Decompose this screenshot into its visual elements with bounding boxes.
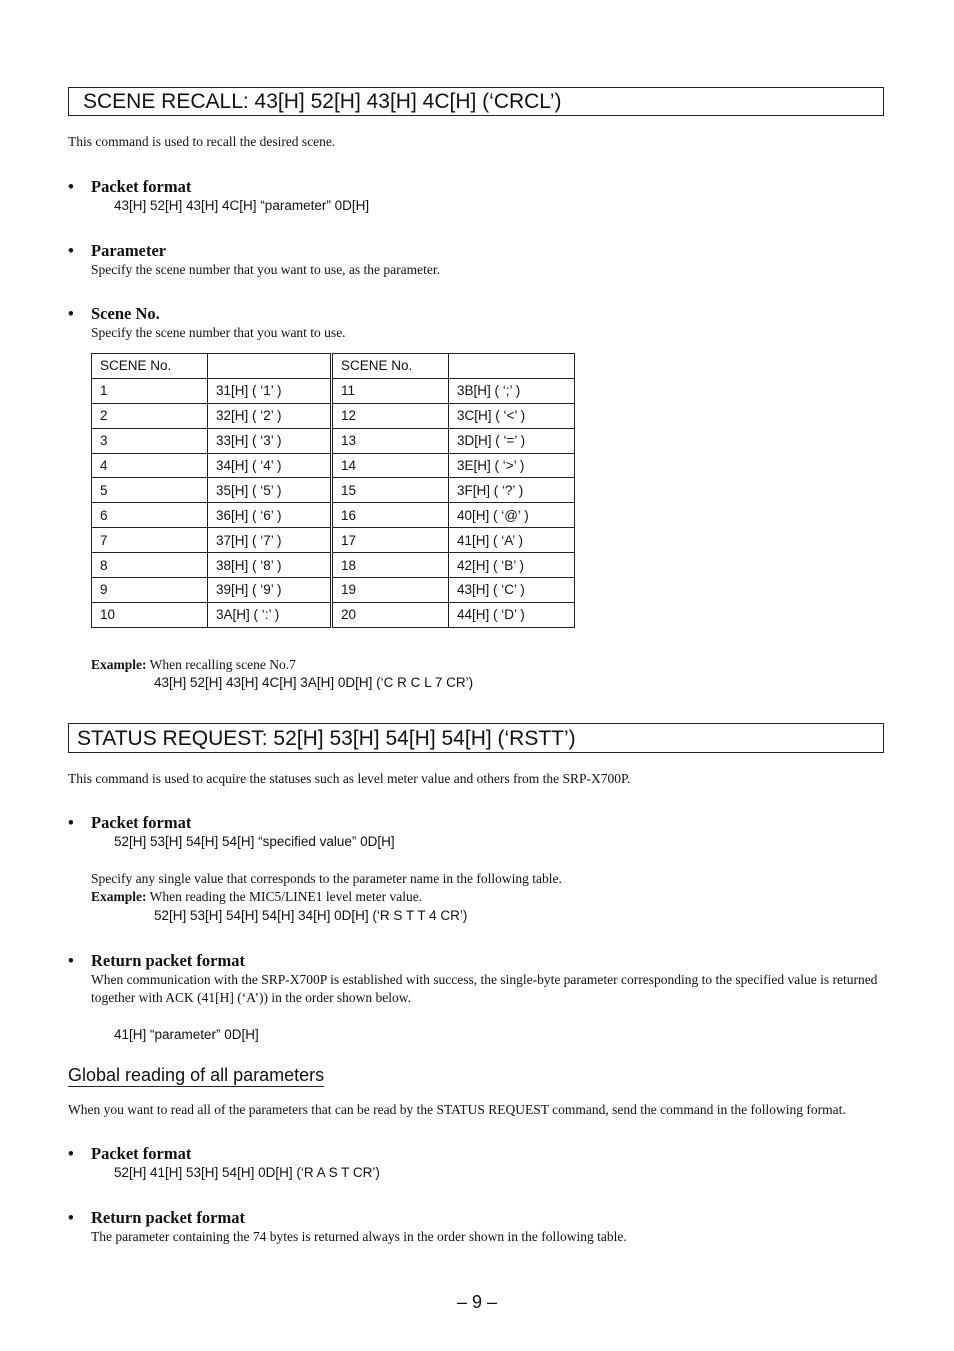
table-header [208, 354, 332, 379]
scene-no-title: • Scene No. [68, 304, 160, 323]
bullet-label: Packet format [91, 1144, 192, 1163]
page-number: – 9 – [456, 1292, 498, 1312]
parameter-text: Specify the scene number that you want to use, as the parameter. [91, 262, 441, 277]
table-cell: 3F[H] ( ‘?’ ) [449, 478, 575, 503]
table-cell: 39[H] ( ‘9’ ) [208, 578, 332, 603]
table-header-row [92, 354, 575, 379]
table-row [92, 378, 575, 403]
table-cell: 42[H] ( ‘B’ ) [449, 553, 575, 578]
global-packet-format-title: • Packet format [68, 1144, 192, 1163]
status-example-code: 52[H] 53[H] 54[H] 54[H] 34[H] 0D[H] (‘R S T T 4 CR’) [154, 908, 468, 923]
table-cell: 17 [332, 528, 449, 553]
scene-recall-example-code: 43[H] 52[H] 43[H] 4C[H] 3A[H] 0D[H] (‘C R C L 7 CR’) [154, 675, 474, 690]
status-request-intro: This command is used to acquire the statuses such as level meter value and others from the SRP-X700P. [68, 771, 631, 786]
table-cell: 8 [92, 553, 208, 578]
table-cell: 3D[H] ( ‘=’ ) [449, 428, 575, 453]
packet-format-title: • Packet format [68, 177, 192, 196]
table-header: SCENE No. [92, 354, 208, 379]
bullet-label: Return packet format [91, 1208, 245, 1227]
table-cell: 43[H] ( ‘C’ ) [449, 578, 575, 603]
parameter-title: • Parameter [68, 241, 167, 260]
table-cell: 3C[H] ( ‘<’ ) [449, 403, 575, 428]
global-reading-intro: When you want to read all of the parameters that can be read by the STATUS REQUEST command, send the command in the following format. [68, 1102, 846, 1117]
scene-table [91, 353, 575, 628]
scene-recall-heading-text: SCENE RECALL: 43[H] 52[H] 43[H] 4C[H] (‘CRCL’) [83, 90, 562, 113]
table-cell: 3B[H] ( ‘;’ ) [449, 378, 575, 403]
bullet-label: Scene No. [91, 304, 160, 323]
table-cell: 33[H] ( ‘3’ ) [208, 428, 332, 453]
status-request-heading [68, 723, 884, 753]
bullet-label: Parameter [91, 241, 167, 260]
table-cell: 3 [92, 428, 208, 453]
table-cell: 2 [92, 403, 208, 428]
table-row [92, 453, 575, 478]
global-packet-format-code: 52[H] 41[H] 53[H] 54[H] 0D[H] (‘R A S T CR’) [114, 1165, 380, 1180]
table-cell: 37[H] ( ‘7’ ) [208, 528, 332, 553]
packet-format-code: 43[H] 52[H] 43[H] 4C[H] “parameter” 0D[H] [114, 198, 370, 213]
bullet-label: Packet format [91, 177, 192, 196]
scene-recall-heading [68, 87, 884, 116]
scene-recall-intro: This command is used to recall the desired scene. [68, 134, 336, 149]
table-row [92, 403, 575, 428]
table-cell: 9 [92, 578, 208, 603]
table-cell: 35[H] ( ‘5’ ) [208, 478, 332, 503]
status-packet-format-code: 52[H] 53[H] 54[H] 54[H] “specified value” 0D[H] [114, 834, 395, 849]
scene-recall-example [91, 656, 296, 674]
return-format-text: When communication with the SRP-X700P is established with success, the single-byte parameter corresponding to the specified value is returned together with ACK (41[H] (‘A’)) in the order shown below. [91, 972, 878, 1005]
table-cell: 3A[H] ( ‘:’ ) [208, 602, 332, 627]
table-cell: 16 [332, 503, 449, 528]
status-specify-text: Specify any single value that corresponds to the parameter name in the following table. [91, 871, 562, 886]
table-cell: 11 [332, 378, 449, 403]
status-request-heading-text: STATUS REQUEST: 52[H] 53[H] 54[H] 54[H] (‘RSTT’) [77, 727, 576, 750]
example-label: Example: [91, 889, 147, 904]
table-row [92, 503, 575, 528]
status-packet-format-title: • Packet format [68, 813, 192, 832]
scene-no-text: Specify the scene number that you want to use. [91, 325, 346, 340]
table-row [92, 528, 575, 553]
example-label: Example: [91, 657, 147, 672]
status-example [91, 888, 422, 906]
table-row [92, 602, 575, 627]
table-header [449, 354, 575, 379]
table-cell: 6 [92, 503, 208, 528]
global-return-format-text: The parameter containing the 74 bytes is returned always in the order shown in the following table. [91, 1229, 627, 1244]
table-cell: 4 [92, 453, 208, 478]
table-cell: 19 [332, 578, 449, 603]
table-row [92, 428, 575, 453]
table-cell: 32[H] ( ‘2’ ) [208, 403, 332, 428]
table-cell: 41[H] ( ‘A’ ) [449, 528, 575, 553]
table-row [92, 578, 575, 603]
table-cell: 12 [332, 403, 449, 428]
table-cell: 34[H] ( ‘4’ ) [208, 453, 332, 478]
table-cell: 7 [92, 528, 208, 553]
table-row [92, 478, 575, 503]
bullet-label: Return packet format [91, 951, 245, 970]
return-format-title: • Return packet format [68, 951, 245, 970]
table-cell: 3E[H] ( ‘>’ ) [449, 453, 575, 478]
table-cell: 15 [332, 478, 449, 503]
table-cell: 1 [92, 378, 208, 403]
example-text: When reading the MIC5/LINE1 level meter value. [149, 889, 423, 904]
table-cell: 38[H] ( ‘8’ ) [208, 553, 332, 578]
bullet-label: Packet format [91, 813, 192, 832]
global-return-format-title: • Return packet format [68, 1208, 245, 1227]
global-reading-heading: Global reading of all parameters [68, 1065, 325, 1085]
table-cell: 36[H] ( ‘6’ ) [208, 503, 332, 528]
table-cell: 18 [332, 553, 449, 578]
example-text: When recalling scene No.7 [149, 657, 296, 672]
table-cell: 5 [92, 478, 208, 503]
table-header: SCENE No. [332, 354, 449, 379]
return-format-code: 41[H] “parameter” 0D[H] [114, 1027, 259, 1042]
table-cell: 13 [332, 428, 449, 453]
table-cell: 14 [332, 453, 449, 478]
table-cell: 31[H] ( ‘1’ ) [208, 378, 332, 403]
table-cell: 44[H] ( ‘D’ ) [449, 602, 575, 627]
table-cell: 40[H] ( ‘@’ ) [449, 503, 575, 528]
table-row [92, 553, 575, 578]
table-cell: 20 [332, 602, 449, 627]
table-cell: 10 [92, 602, 208, 627]
